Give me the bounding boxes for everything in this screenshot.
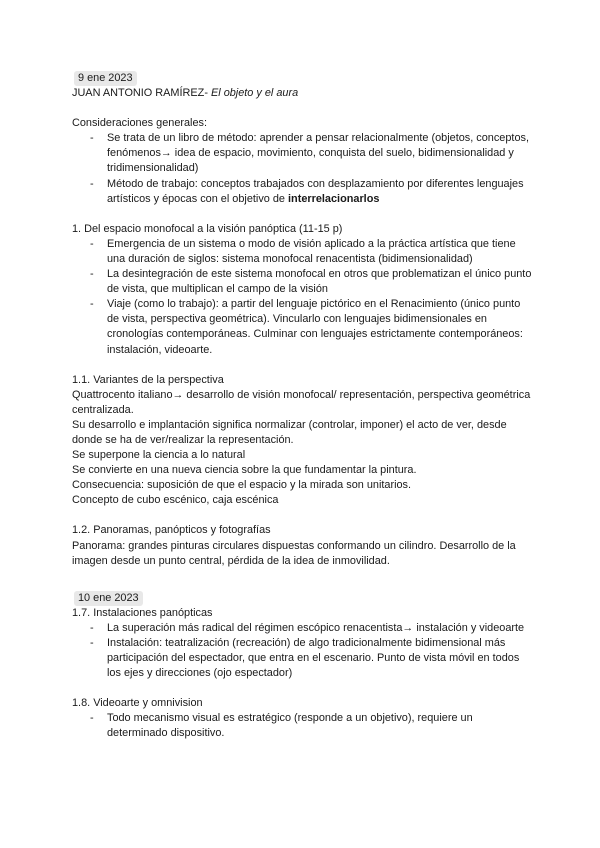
section-heading: 1.2. Panoramas, panópticos y fotografías	[72, 524, 271, 537]
title-line	[72, 86, 534, 101]
list-item: - Instalación: teatralización (recreación) de algo tradicionalmente bidimensional más participación del espectador, que entra en el escenario. Punto de vista móvil en todos los ejes y direcciones (ojo espectador)	[72, 636, 534, 681]
date-chip[interactable]: 10 ene 2023	[74, 591, 143, 606]
section17-list	[72, 621, 534, 681]
list-item: - Se trata de un libro de método: aprender a pensar relacionalmente (objetos, conceptos, fenómenos→ idea de espacio, movimiento, conquista del suelo, bidimensionalidad y tridimensionalidad)	[72, 131, 534, 176]
section-heading: 1. Del espacio monofocal a la visión panóptica (11-15 p)	[72, 222, 343, 235]
list-item	[72, 177, 534, 207]
list-item: - La desintegración de este sistema monofocal en otros que problematizan el único punto de vista, que multiplican el campo de la visión	[72, 267, 534, 297]
list-item: - Emergencia de un sistema o modo de visión aplicado a la práctica artística que tiene una duración de siglos: sistema monofocal renacentista (bidimensionalidad)	[72, 237, 534, 267]
date-row-2	[72, 591, 534, 606]
general-list	[72, 131, 534, 206]
date-row-1	[72, 71, 534, 86]
paragraph: Concepto de cubo escénico, caja escénica	[72, 494, 279, 507]
list-item: - Todo mecanismo visual es estratégico (responde a un objetivo), requiere un determinado dispositivo.	[72, 711, 534, 741]
list-item: - La superación más radical del régimen escópico renacentista→ instalación y videoarte	[72, 621, 534, 636]
section18-list	[72, 711, 534, 741]
list-item-text: Método de trabajo: conceptos trabajados con desplazamiento por diferentes lenguajes artísticos y épocas con el objetivo de	[107, 177, 524, 205]
date-chip[interactable]: 9 ene 2023	[74, 71, 137, 86]
paragraph: Se convierte en una nueva ciencia sobre la que fundamentar la pintura.	[72, 464, 417, 477]
paragraph: Panorama: grandes pinturas circulares dispuestas conformando un cilindro. Desarrollo de la imagen desde un punto central, pérdida de la idea de inmovilidad.	[72, 539, 516, 567]
section1-list	[72, 237, 534, 358]
paragraph: Su desarrollo e implantación significa normalizar (controlar, imponer) el acto de ver, desde donde se ha de ver/realizar la representación.	[72, 418, 507, 446]
book-title: El objeto y el aura	[210, 87, 299, 100]
list-item: - Viaje (como lo trabajo): a partir del lenguaje pictórico en el Renacimiento (único punto de vista, perspectiva geométrica). Vincularlo con lenguajes bidimensionales en cronologías contemporáneas. Culminar con lenguajes estrictamente contemporáneos: instalación, videoarte.	[72, 297, 534, 357]
general-heading: Consideraciones generales:	[72, 117, 208, 130]
notes-content	[72, 71, 534, 742]
paragraph: Consecuencia: suposición de que el espacio y la mirada son unitarios.	[72, 479, 412, 492]
bold-term: interrelacionarlos	[288, 192, 380, 205]
paragraph: Quattrocento italiano→ desarrollo de visión monofocal/ representación, perspectiva geométrica centralizada.	[72, 388, 531, 416]
author-name: JUAN ANTONIO RAMÍREZ-	[72, 87, 208, 100]
section-heading: 1.1. Variantes de la perspectiva	[72, 373, 224, 386]
paragraph: Se superpone la ciencia a lo natural	[72, 449, 246, 462]
section-heading: 1.7. Instalaciones panópticas	[72, 606, 213, 619]
section-heading: 1.8. Videoarte y omnivision	[72, 697, 203, 710]
